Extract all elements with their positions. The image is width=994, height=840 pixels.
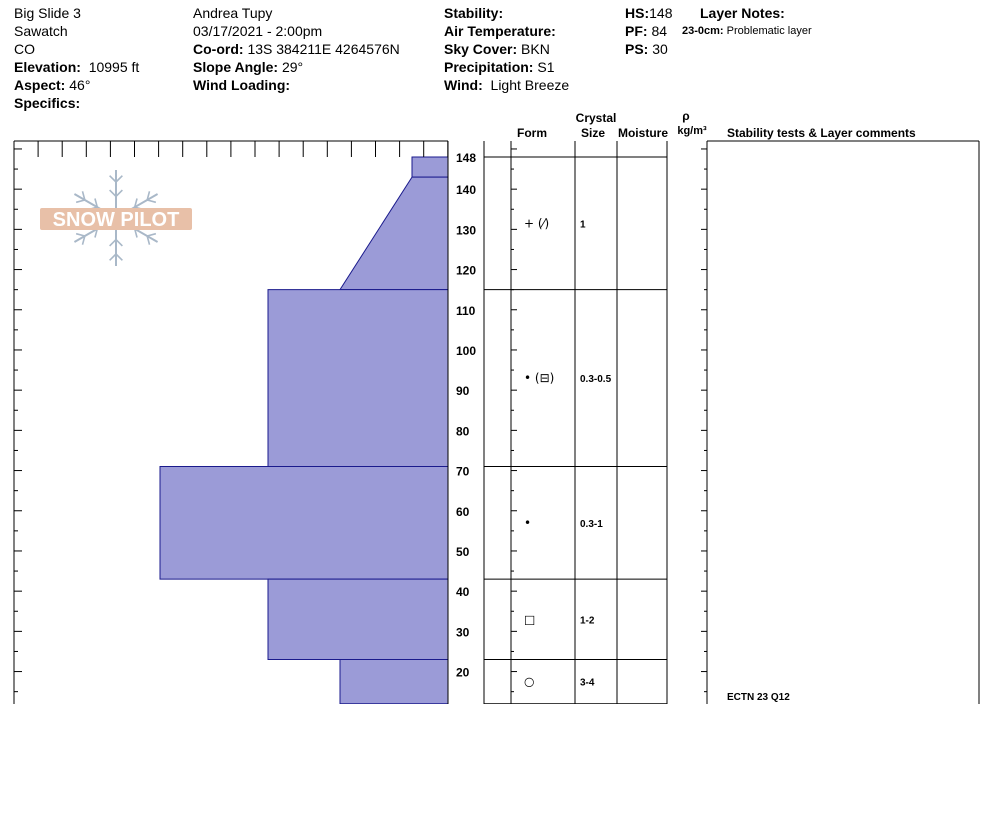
depth-label: 20 [456, 665, 470, 680]
depth-label: 90 [456, 384, 470, 399]
depth-label: 140 [456, 183, 477, 198]
hardness-segment [160, 467, 448, 580]
layer-grain-form: • [524, 515, 532, 530]
flake-branch [76, 234, 85, 236]
state-name: CO [14, 41, 35, 57]
depth-label: 110 [456, 303, 476, 318]
page-bottom-mask [0, 704, 994, 840]
depth-label: 100 [456, 343, 477, 358]
layer-notes-title: Layer Notes: [700, 5, 785, 21]
depth-label: 120 [456, 263, 477, 278]
hardness-segment [268, 290, 448, 467]
stability: Stability: [444, 5, 504, 21]
size-header: Size [580, 126, 606, 140]
ps-value: PS: 30 [625, 41, 668, 57]
depth-label: 70 [456, 464, 470, 479]
range-name: Sawatch [14, 23, 68, 39]
depth-label: 130 [456, 223, 477, 238]
pf-value: PF: 84 [625, 23, 668, 39]
snowpilot-logo [40, 170, 192, 266]
layer-note: 23-0cm: Problematic layer [682, 25, 812, 37]
moisture-header: Moisture [617, 126, 669, 140]
layer-grain-form: + (⁄) [524, 216, 550, 231]
density-unit: kg/m³ [677, 125, 707, 137]
crystal-header: Crystal [575, 111, 617, 125]
layer-grain-form: • (⊟) [524, 371, 555, 386]
layer-table [0, 141, 994, 840]
hardness-segment [268, 579, 448, 659]
layer-grain-form: □ [524, 612, 536, 627]
hardness-segment [412, 157, 448, 177]
hardness-profile [160, 157, 448, 704]
observer-name: Andrea Tupy [193, 5, 273, 21]
logo-text: SNOW PILOT [52, 209, 180, 231]
depth-label: 60 [456, 504, 470, 519]
depth-label: 50 [456, 544, 470, 559]
coordinates: Co-ord: 13S 384211E 4264576N [193, 41, 400, 57]
observation-datetime: 03/17/2021 - 2:00pm [193, 23, 323, 39]
layer-grain-form: ○ [524, 674, 535, 689]
stability-comment: ECTN 23 Q12 [727, 692, 790, 703]
air-temperature: Air Temperature: [444, 23, 556, 39]
depth-label: 30 [456, 625, 470, 640]
specifics: Specifics: [14, 95, 81, 111]
wind: Wind: Light Breeze [444, 77, 570, 93]
wind-loading: Wind Loading: [193, 77, 291, 93]
depth-label: 148 [456, 151, 477, 165]
form-header: Form [517, 126, 547, 140]
density-symbol: ρ [682, 109, 690, 123]
aspect: Aspect: 46° [14, 77, 91, 93]
hs-value: HS:148 [625, 5, 673, 21]
site-name: Big Slide 3 [14, 5, 81, 21]
depth-label: 80 [456, 424, 470, 439]
layer-grain-size: 1 [580, 219, 586, 231]
layer-grain-size: 0.3-1 [580, 518, 603, 530]
slope-angle: Slope Angle: 29° [193, 59, 304, 75]
layer-grain-size: 3-4 [580, 677, 595, 689]
flake-branch [147, 200, 156, 202]
elevation: Elevation: 10995 ft [14, 59, 140, 75]
layer-grain-size: 0.3-0.5 [580, 374, 612, 386]
hardness-segment [340, 177, 448, 290]
flake-branch [147, 234, 156, 236]
flake-branch [76, 200, 85, 202]
precipitation: Precipitation: S1 [444, 59, 555, 75]
hardness-segment [340, 660, 448, 704]
layer-grain-size: 1-2 [580, 615, 595, 627]
stability-header: Stability tests & Layer comments [727, 126, 916, 140]
depth-label: 40 [456, 585, 470, 600]
sky-cover: Sky Cover: BKN [444, 41, 550, 57]
